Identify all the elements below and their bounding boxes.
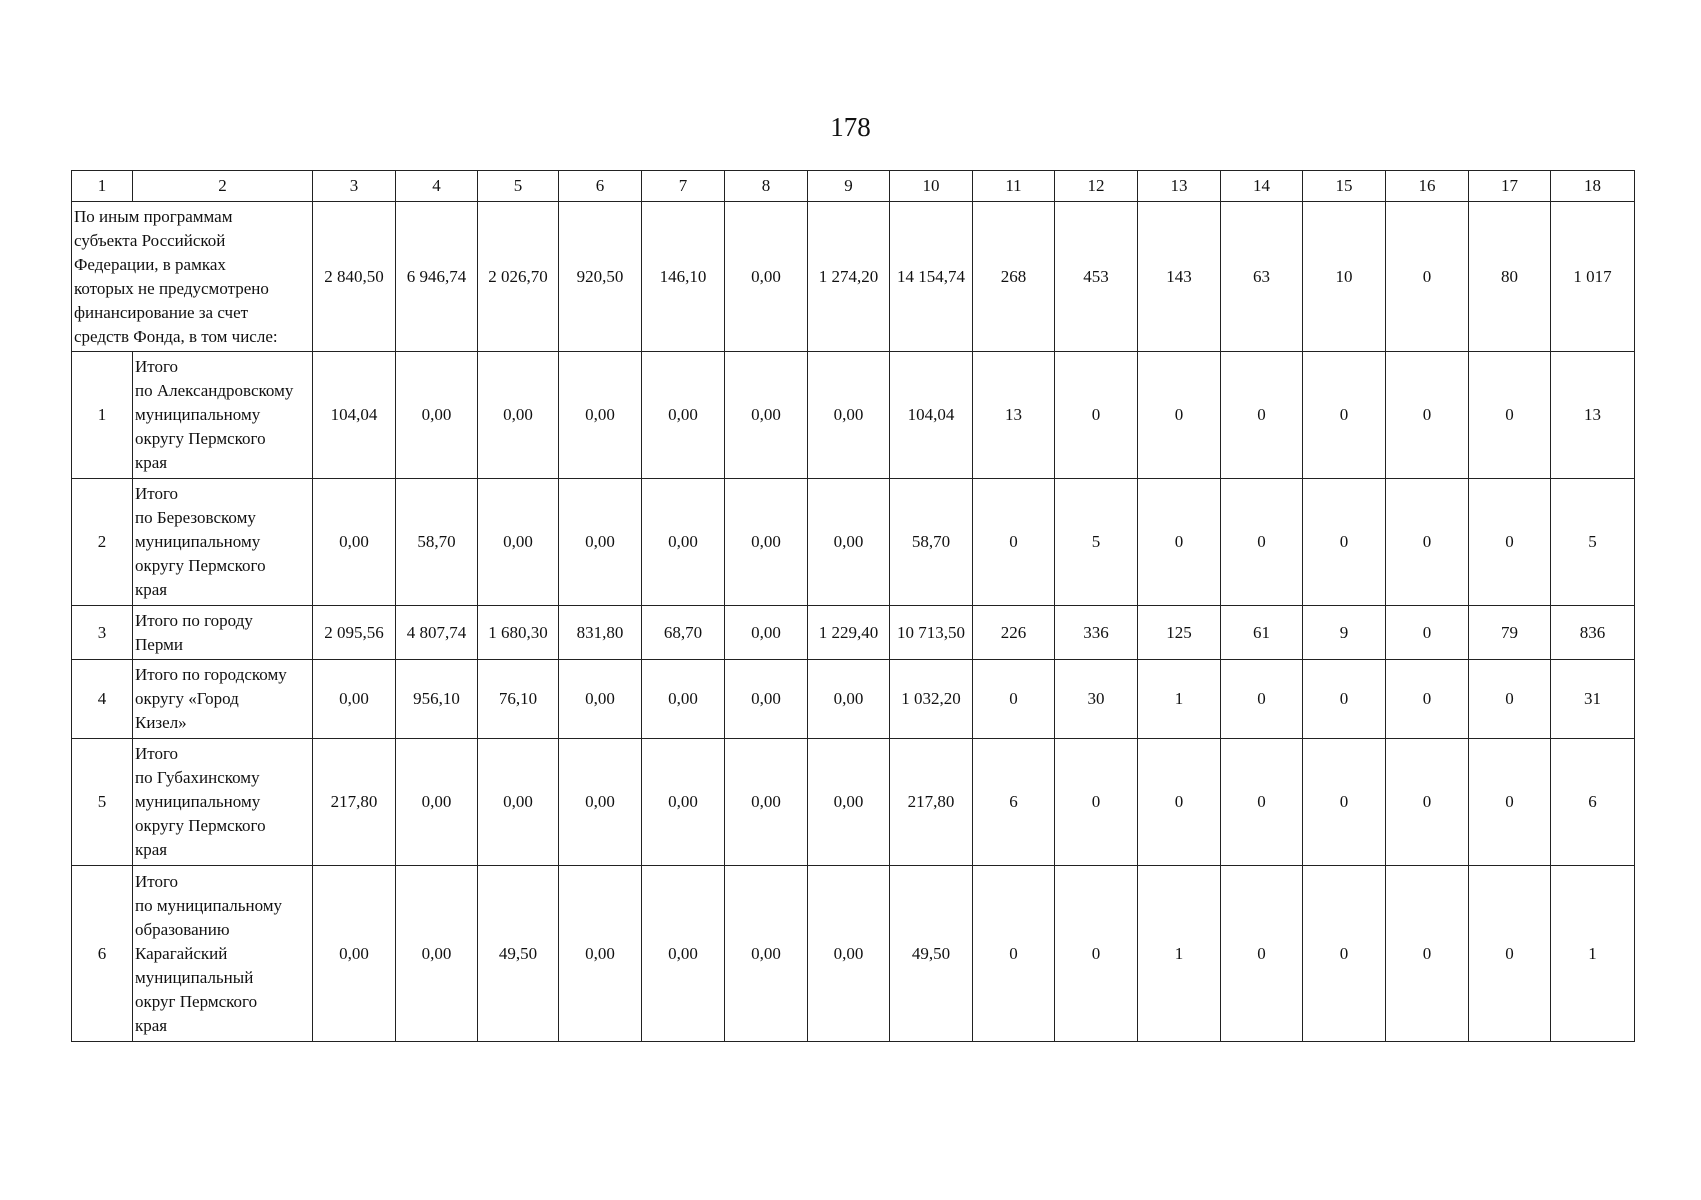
row-number: 2 — [72, 479, 133, 606]
row-label: Итого по городу Перми — [133, 606, 313, 660]
table-cell: 0 — [1138, 352, 1221, 479]
table-cell: 0,00 — [642, 660, 725, 739]
table-cell: 0,00 — [396, 739, 478, 866]
table-cell: 0,00 — [559, 739, 642, 866]
table-cell: 1 274,20 — [808, 202, 890, 352]
table-cell: 0,00 — [808, 352, 890, 479]
column-header: 13 — [1138, 171, 1221, 202]
table-cell: 0 — [973, 866, 1055, 1042]
table-cell: 79 — [1469, 606, 1551, 660]
column-header: 15 — [1303, 171, 1386, 202]
row-number: 5 — [72, 739, 133, 866]
table-cell: 0,00 — [725, 479, 808, 606]
column-header: 6 — [559, 171, 642, 202]
table-cell: 0,00 — [559, 660, 642, 739]
table-cell: 0,00 — [808, 660, 890, 739]
table-cell: 0 — [1303, 660, 1386, 739]
table-cell: 4 807,74 — [396, 606, 478, 660]
table-cell: 0,00 — [725, 739, 808, 866]
table-cell: 0,00 — [725, 202, 808, 352]
table-cell: 0 — [1469, 866, 1551, 1042]
table-cell: 80 — [1469, 202, 1551, 352]
table-cell: 143 — [1138, 202, 1221, 352]
table-cell: 0,00 — [396, 866, 478, 1042]
table-cell: 0 — [1386, 352, 1469, 479]
table-cell: 5 — [1551, 479, 1635, 606]
row-label: Итого по городскому округу «Город Кизел» — [133, 660, 313, 739]
table-cell: 0,00 — [396, 352, 478, 479]
table-cell: 0 — [1055, 866, 1138, 1042]
table-cell: 0,00 — [559, 479, 642, 606]
table-cell: 217,80 — [890, 739, 973, 866]
table-row — [72, 479, 1635, 606]
table-cell: 2 840,50 — [313, 202, 396, 352]
table-cell: 13 — [973, 352, 1055, 479]
table-cell: 0 — [1221, 660, 1303, 739]
data-table — [71, 170, 1635, 1042]
column-header: 1 — [72, 171, 133, 202]
table-cell: 104,04 — [890, 352, 973, 479]
table-cell: 0,00 — [642, 479, 725, 606]
column-header: 14 — [1221, 171, 1303, 202]
table-cell: 0,00 — [725, 660, 808, 739]
row-number: 6 — [72, 866, 133, 1042]
table-cell: 0 — [1386, 866, 1469, 1042]
column-header: 8 — [725, 171, 808, 202]
row-label: Итого по Александровскому муниципальному округу Пермского края — [133, 352, 313, 479]
table-cell: 0,00 — [478, 739, 559, 866]
row-label: По иным программам субъекта Российской Федерации, в рамках которых не предусмотрено финансирование за счет средств Фонда, в том числе: — [72, 202, 313, 352]
table-cell: 0,00 — [559, 866, 642, 1042]
column-header: 17 — [1469, 171, 1551, 202]
table-row — [72, 606, 1635, 660]
table-header-row — [72, 171, 1635, 202]
table-cell: 0 — [1303, 479, 1386, 606]
table-cell: 0 — [1386, 660, 1469, 739]
column-header: 18 — [1551, 171, 1635, 202]
table-cell: 5 — [1055, 479, 1138, 606]
table-cell: 0 — [973, 479, 1055, 606]
table-cell: 58,70 — [396, 479, 478, 606]
table-cell: 0 — [1138, 479, 1221, 606]
table-cell: 831,80 — [559, 606, 642, 660]
page-number: 178 — [830, 112, 871, 142]
table-cell: 2 026,70 — [478, 202, 559, 352]
column-header: 10 — [890, 171, 973, 202]
table-cell: 0,00 — [642, 739, 725, 866]
row-label: Итого по Губахинскому муниципальному округу Пермского края — [133, 739, 313, 866]
table-cell: 0 — [1469, 479, 1551, 606]
table-cell: 0 — [1055, 352, 1138, 479]
table-cell: 0 — [1469, 352, 1551, 479]
table-cell: 6 — [1551, 739, 1635, 866]
table-cell: 58,70 — [890, 479, 973, 606]
table-cell: 0,00 — [313, 866, 396, 1042]
column-header: 11 — [973, 171, 1055, 202]
table-cell: 0 — [1221, 866, 1303, 1042]
table-cell: 49,50 — [890, 866, 973, 1042]
table-cell: 1 229,40 — [808, 606, 890, 660]
table-cell: 0 — [1386, 202, 1469, 352]
table-cell: 0,00 — [559, 352, 642, 479]
table-cell: 68,70 — [642, 606, 725, 660]
table-cell: 0,00 — [725, 866, 808, 1042]
column-header: 3 — [313, 171, 396, 202]
table-cell: 336 — [1055, 606, 1138, 660]
table-cell: 0,00 — [642, 866, 725, 1042]
table-cell: 0 — [1303, 866, 1386, 1042]
table-cell: 217,80 — [313, 739, 396, 866]
table-cell: 0,00 — [808, 739, 890, 866]
table-row — [72, 866, 1635, 1042]
row-number: 4 — [72, 660, 133, 739]
table-cell: 13 — [1551, 352, 1635, 479]
table-cell: 0 — [973, 660, 1055, 739]
table-cell: 0 — [1386, 479, 1469, 606]
table-cell: 226 — [973, 606, 1055, 660]
table-cell: 836 — [1551, 606, 1635, 660]
column-header: 5 — [478, 171, 559, 202]
table-cell: 9 — [1303, 606, 1386, 660]
column-header: 4 — [396, 171, 478, 202]
table-cell: 6 946,74 — [396, 202, 478, 352]
table-cell: 0 — [1386, 739, 1469, 866]
table-cell: 0,00 — [478, 479, 559, 606]
column-header: 9 — [808, 171, 890, 202]
column-header: 2 — [133, 171, 313, 202]
table-cell: 920,50 — [559, 202, 642, 352]
table-row — [72, 660, 1635, 739]
table-cell: 2 095,56 — [313, 606, 396, 660]
table-cell: 0 — [1469, 660, 1551, 739]
table-cell: 0,00 — [642, 352, 725, 479]
table-cell: 1 — [1138, 866, 1221, 1042]
column-header: 16 — [1386, 171, 1469, 202]
table-cell: 1 017 — [1551, 202, 1635, 352]
table-cell: 76,10 — [478, 660, 559, 739]
table-cell: 0 — [1469, 739, 1551, 866]
table-cell: 0,00 — [808, 479, 890, 606]
table-cell: 10 713,50 — [890, 606, 973, 660]
table-row — [72, 739, 1635, 866]
table-cell: 0 — [1055, 739, 1138, 866]
table-cell: 146,10 — [642, 202, 725, 352]
table-cell: 14 154,74 — [890, 202, 973, 352]
table-cell: 0,00 — [313, 660, 396, 739]
row-number: 3 — [72, 606, 133, 660]
table-cell: 0 — [1138, 739, 1221, 866]
table-cell: 104,04 — [313, 352, 396, 479]
table-cell: 1 680,30 — [478, 606, 559, 660]
table-cell: 30 — [1055, 660, 1138, 739]
table-cell: 61 — [1221, 606, 1303, 660]
table-cell: 63 — [1221, 202, 1303, 352]
table-cell: 0,00 — [808, 866, 890, 1042]
table-cell: 0 — [1221, 352, 1303, 479]
table-cell: 0 — [1303, 352, 1386, 479]
column-header: 12 — [1055, 171, 1138, 202]
table-cell: 0,00 — [725, 606, 808, 660]
table-cell: 31 — [1551, 660, 1635, 739]
table-cell: 956,10 — [396, 660, 478, 739]
table-cell: 0,00 — [478, 352, 559, 479]
table-cell: 0 — [1303, 739, 1386, 866]
row-label: Итого по муниципальному образованию Карагайский муниципальный округ Пермского края — [133, 866, 313, 1042]
table-cell: 268 — [973, 202, 1055, 352]
table-cell: 0 — [1386, 606, 1469, 660]
table-cell: 0 — [1221, 739, 1303, 866]
table-cell: 453 — [1055, 202, 1138, 352]
row-number: 1 — [72, 352, 133, 479]
column-header: 7 — [642, 171, 725, 202]
table-cell: 10 — [1303, 202, 1386, 352]
table-cell: 0 — [1221, 479, 1303, 606]
table-cell: 1 — [1138, 660, 1221, 739]
table-cell: 0,00 — [313, 479, 396, 606]
table-cell: 1 032,20 — [890, 660, 973, 739]
row-label: Итого по Березовскому муниципальному округу Пермского края — [133, 479, 313, 606]
table-cell: 125 — [1138, 606, 1221, 660]
table-row — [72, 352, 1635, 479]
table-cell: 0,00 — [725, 352, 808, 479]
table-row-total — [72, 202, 1635, 352]
table-cell: 6 — [973, 739, 1055, 866]
table-cell: 49,50 — [478, 866, 559, 1042]
table-cell: 1 — [1551, 866, 1635, 1042]
